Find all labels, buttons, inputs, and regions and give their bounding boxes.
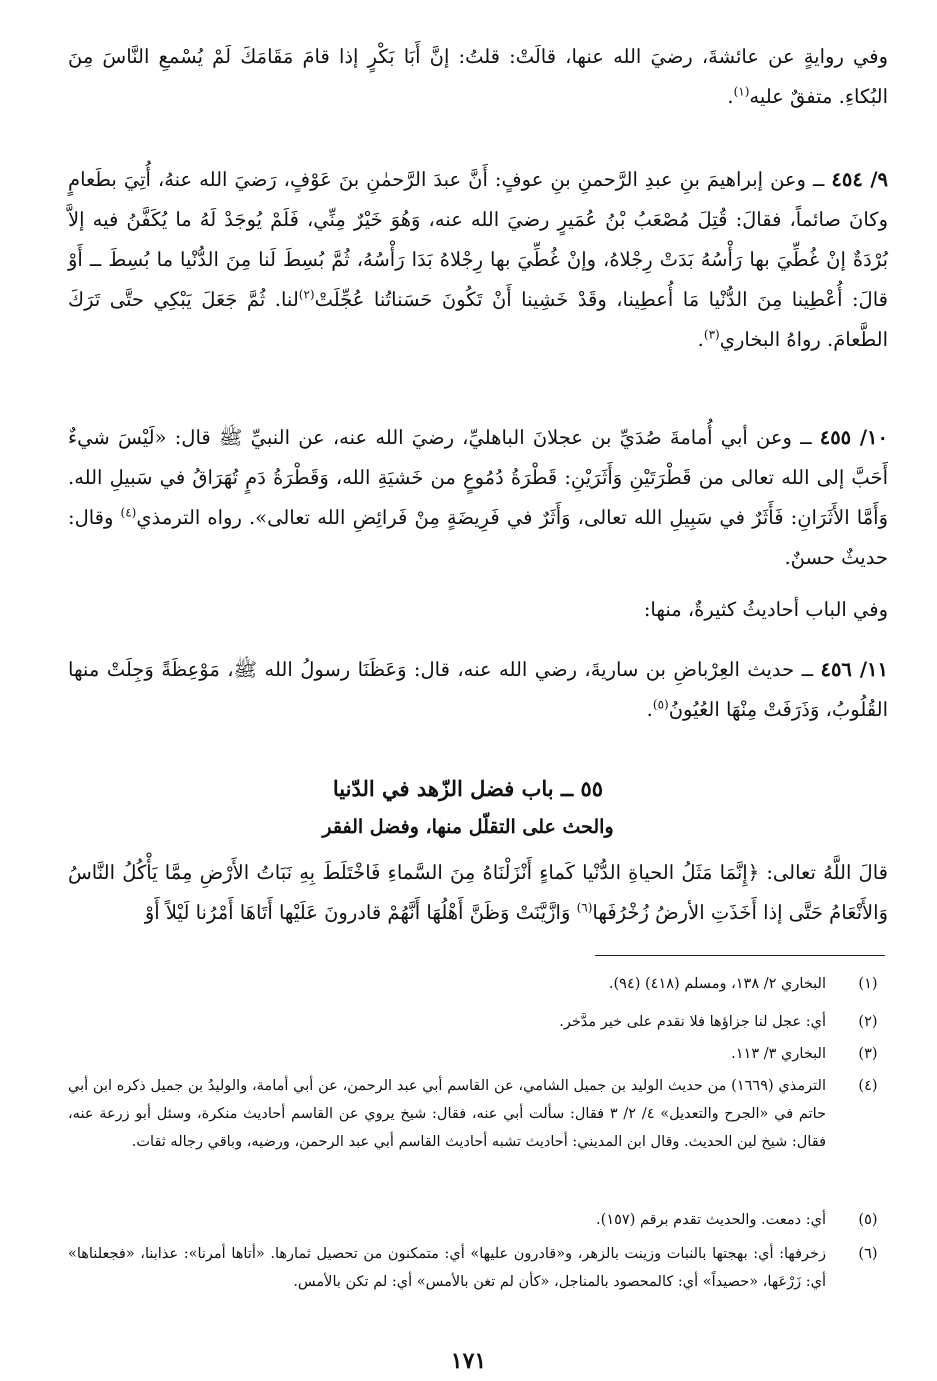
paragraph-text: قالَ اللَّهُ تعالى: ﴿إِنَّمَا مَثَلُ الحياةِ الدُّنْيا كَماءٍ أَنْزَلْنَاهُ مِنَ السَّماءِ فَاخْتَلَطَ بِهِ نَبَاتُ الأَرْضِ مِمَّا يَأْكُلُ النَّاسُ وَالأَنْعَامُ حَتَّى إذا أَخَذَتِ الأرضُ زُخْرُفَها: [68, 861, 888, 924]
paragraph-text: وَازَّيَّنَتْ وَظَنَّ أَهْلُهَا أَنَّهُمْ قادرونَ عَلَيْها أَتَاهَا أَمْرُنا لَيْلاً أَوْ: [144, 901, 577, 924]
footnote-text: البخاري ٣/ ١١٣.: [731, 1046, 826, 1062]
footnote-mark: (٤): [858, 1078, 878, 1094]
hadith-number: ١٠/ ٤٥٥: [819, 426, 888, 449]
hadith-number: ٩/ ٤٥٤: [831, 168, 888, 191]
footnote-ref: (٤): [120, 505, 137, 520]
footnote-5: [68, 1206, 888, 1234]
footnote-ref: (٣): [703, 327, 720, 342]
paragraph-text: وفي روايةٍ عن عائشةَ، رضيَ الله عنها، قالَتْ: قلتُ: إنَّ أَبَا بَكْرٍ إذا قامَ مَقَامَكَ لَمْ يُسْمعِ النَّاسَ مِنَ البُكاءِ. متفقٌ عليه: [68, 45, 888, 108]
footnote-mark: (١): [858, 976, 878, 992]
footnote-mark: (٥): [858, 1212, 878, 1228]
paragraph-text: ــ حديث العِرْباضِ بن ساريةَ، رضي الله عنه، قال: وَعَظَنَا رسولُ الله ﷺ، مَوْعِظَةً وَجِلَتْ منها القُلُوبُ، وَذَرَفَتْ مِنْهَا العُيُونُ: [68, 658, 888, 721]
paragraph-text: وقال: حديثٌ حسنٌ.: [68, 506, 888, 569]
footnote-mark: (٣): [858, 1046, 878, 1062]
paragraph-text: لنا. ثُمَّ جَعَلَ يَبْكِي حتَّى تَرَكَ الطَّعامَ. رواهُ البخاري: [68, 288, 888, 351]
paragraph-chapter-note: [68, 590, 888, 630]
footnote-mark: (٦): [858, 1246, 878, 1262]
footnote-6: [68, 1240, 888, 1296]
page-number: ١٧١: [450, 1348, 487, 1374]
paragraph-text: ــ وعن أبي أُمامةَ صُدَيِّ بن عجلانَ الباهليِّ، رضيَ الله عنه، عن النبيِّ ﷺ قال: «لَيْسَ شيءٌ أَحَبَّ إلى الله تعالى من قَطْرَتَيْنِ وَأَثَرَيْنِ: قَطْرَةُ دُمُوعٍ من خَشيَةِ الله، وَقَطْرَةُ دَمٍ تُهَرَاقُ في سَبيلِ الله. وَأَمَّا الأَثَرَانِ: فَأَثَرٌ في سَبِيلِ الله تعالى، وَأَثَرٌ في فَرِيضَةٍ مِنْ فَرائِضِ الله تعالى». رواه الترمذي: [68, 426, 888, 529]
footnote-text: البخاري ٢/ ١٣٨، ومسلم (٤١٨) (٩٤).: [608, 976, 826, 992]
footnote-text: أي: دمعت. والحديث تقدم برقم (١٥٧).: [596, 1212, 826, 1228]
paragraph-hadith-456: ١١/ ٤٥٦ ــ حديث العِرْباضِ بن ساريةَ، رضي الله عنه، قال: وَعَظَنَا رسولُ الله ﷺ، مَوْعِظَةً وَجِلَتْ منها القُلُوبُ، وَذَرَفَتْ مِنْهَا العُيُونُ$^{(٥)}$.: [68, 658, 888, 721]
footnote-ref: (٦): [576, 900, 593, 915]
footnote-1: [68, 970, 888, 998]
paragraph-text: وفي الباب أحاديثُ كثيرةٌ، منها:: [643, 598, 888, 621]
footnote-ref: (٥): [652, 697, 669, 712]
paragraph-quran-verse: [68, 853, 888, 933]
hadith-number: ١١/ ٤٥٦: [820, 658, 888, 681]
footnote-divider: [595, 955, 885, 956]
footnote-ref: (١): [733, 84, 750, 99]
paragraph-hadith-454: ٩/ ٤٥٤ ــ وعن إبراهيمَ بنِ عبدِ الرَّحمنِ بنِ عوفٍ: أَنَّ عبدَ الرَّحمٰنِ بنَ عَوْفٍ، رَضيَ الله عنهُ، أُتِيَ بطَعامٍ وكانَ صائماً، فقالَ: قُتِلَ مُصْعَبُ بْنُ عُمَيرٍ رضيَ الله عنه، وَهُوَ خَيْرٌ مِنِّي، فَلَمْ يُوجَدْ لَهُ ما يُكَفَّنُ فيه إلاَّ بُرْدَةٌ إنْ غُطِّيَ بها رَأْسُهُ بَدَتْ رِجْلاهُ، وإنْ غُطِّيَ بها رِجْلاهُ بَدَا رَأْسُهُ، ثُمَّ بُسِطَ لَنا مِنَ الدُّنْيا ما بُسِطَ ــ أَوْ قالَ: أُعْطِينا مِنَ الدُّنْيا مَا أُعطِينا، وقَدْ خَشِينا أَنْ تَكُونَ حَسَناتُنا عُجِّلَتْ$^{(٢)}$لنا. ثُمَّ جَعَلَ يَبْكِي حتَّى تَرَكَ الطَّعامَ. رواهُ البخاري$^{(٣)}$.: [68, 168, 888, 351]
footnote-mark: (٢): [858, 1014, 878, 1030]
footnote-text: زخرفها: أي: بهجتها بالنبات وزينت بالزهر، و«قادرون عليها» أي: متمكنون من تحصيل ثمارها. «أتاها أمرنا»: عذابنا، «فجعلناها» أي: زَرْعَها، «حصيداً» أي: كالمحصود بالمناجل، «كأن لم تغن بالأمس» أي: لم تكن بالأمس.: [68, 1246, 826, 1290]
paragraph-hadith-455: [68, 418, 888, 578]
footnote-3: [68, 1040, 888, 1068]
footnote-2: [68, 1008, 888, 1036]
footnote-ref: (٢): [298, 287, 315, 302]
paragraph-aisha-narration: وفي روايةٍ عن عائشةَ، رضيَ الله عنها، قالَتْ: قلتُ: إنَّ أَبَا بَكْرٍ إذا قامَ مَقَامَكَ لَمْ يُسْمعِ النَّاسَ مِنَ البُكاءِ. متفقٌ عليه$^{(١)}$.: [68, 45, 888, 108]
chapter-subtitle: والحث على التقلّل منها، وفضل الفقر: [322, 816, 614, 838]
paragraph-text: ــ وعن إبراهيمَ بنِ عبدِ الرَّحمنِ بنِ عوفٍ: أَنَّ عبدَ الرَّحمٰنِ بنَ عَوْفٍ، رَضيَ الله عنهُ، أُتِيَ بطَعامٍ وكانَ صائماً، فقالَ: قُتِلَ مُصْعَبُ بْنُ عُمَيرٍ رضيَ الله عنه، وَهُوَ خَيْرٌ مِنِّي، فَلَمْ يُوجَدْ لَهُ ما يُكَفَّنُ فيه إلاَّ بُرْدَةٌ إنْ غُطِّيَ بها رَأْسُهُ بَدَتْ رِجْلاهُ، وإنْ غُطِّيَ بها رِجْلاهُ بَدَا رَأْسُهُ، ثُمَّ بُسِطَ لَنا مِنَ الدُّنْيا ما بُسِطَ ــ أَوْ قالَ: أُعْطِينا مِنَ الدُّنْيا مَا أُعطِينا، وقَدْ خَشِينا أَنْ تَكُونَ حَسَناتُنا عُجِّلَتْ: [68, 168, 888, 311]
chapter-title: ٥٥ ــ باب فضل الزّهد في الدّنيا: [332, 776, 604, 801]
footnote-text: الترمذي (١٦٦٩) من حديث الوليد بن جميل الشامي، عن القاسم أبي عبد الرحمن، عن أبي أمامة، والوليدُ بن جميل ذكره ابن أبي حاتم في «الجرح والتعديل» ٤/ ٢/ ٣ فقال: سألت أبي عنه، فقال: شيخ يروي عن القاسم أحاديث منكرة، وسئل أبو زرعة عنه، فقال: شيخ لين الحديث. وقال ابن المديني: أحاديث تشبه أحاديث القاسم أبي عبد الرحمن، ورضيه، وباقي رجاله ثقات.: [68, 1078, 826, 1150]
footnote-4: [68, 1072, 888, 1156]
footnote-text: أي: عجل لنا جزاؤها فلا نقدم على خير مدَّخر.: [559, 1014, 826, 1030]
